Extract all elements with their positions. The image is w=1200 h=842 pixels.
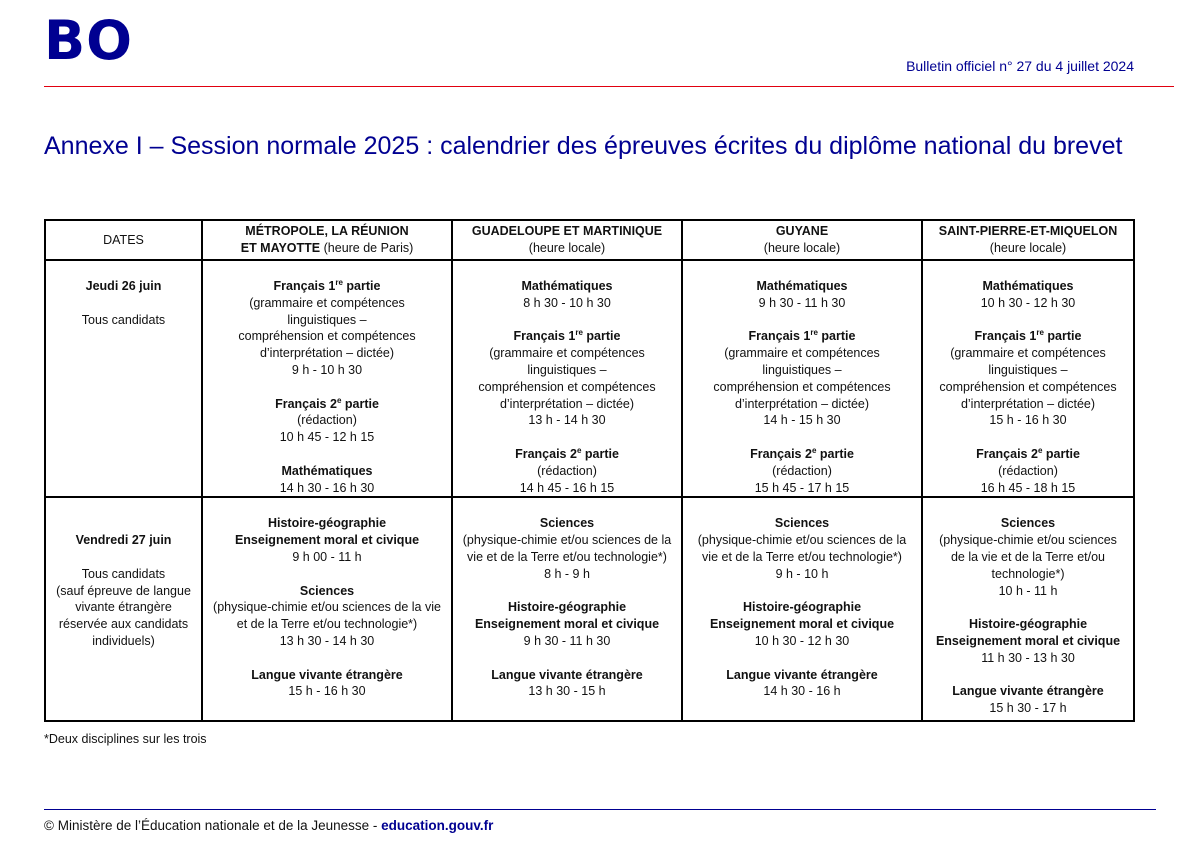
exam-time: 14 h - 15 h 30 <box>763 413 841 428</box>
exam-time: 14 h 45 - 16 h 15 <box>519 480 615 495</box>
exam-detail: d’interprétation – dictée) <box>259 346 395 361</box>
exam-detail: (rédaction) <box>772 463 832 478</box>
exam-time: 10 h - 11 h <box>998 583 1058 598</box>
exam-time: 16 h 45 - 18 h 15 <box>980 480 1076 495</box>
exam-detail: (physique-chimie et/ou sciences <box>939 533 1117 548</box>
exam-title: Sciences <box>1000 516 1056 531</box>
exam-title: Français 2e partie <box>275 395 379 411</box>
exam-time: 15 h 45 - 17 h 15 <box>754 480 850 495</box>
header-metropole-timezone: (heure de Paris) <box>320 241 414 255</box>
exam-title: Histoire-géographie <box>742 600 862 615</box>
exam-detail: vie et de la Terre et/ou technologie*) <box>702 549 902 564</box>
exam-detail: (physique-chimie et/ou sciences de la <box>697 533 907 548</box>
day2-metropole-cell <box>202 497 452 721</box>
exam-title: Mathématiques <box>982 279 1074 293</box>
day1-guyane-cell <box>682 260 922 497</box>
exam-time: 10 h 30 - 12 h 30 <box>754 633 850 648</box>
exam-title: Mathématiques <box>521 279 613 293</box>
header-guyane-line1: GUYANE <box>775 224 829 239</box>
exam-title: Français 1re partie <box>974 328 1082 344</box>
exam-title: Langue vivante étrangère <box>251 667 403 682</box>
exam-title: Français 1re partie <box>748 328 856 344</box>
exam-title: Histoire-géographie <box>507 600 627 615</box>
exam-title: Sciences <box>774 516 830 531</box>
exam-detail: linguistiques – <box>527 362 607 377</box>
exam-time: 9 h 00 - 11 h <box>292 549 362 564</box>
header-spm-line1: SAINT-PIERRE-ET-MIQUELON <box>938 224 1118 239</box>
exam-detail: (rédaction) <box>537 463 597 478</box>
exam-title: Enseignement moral et civique <box>474 617 660 632</box>
exam-detail: d’interprétation – dictée) <box>734 396 870 411</box>
bulletin-reference: Bulletin officiel n° 27 du 4 juillet 2024 <box>906 58 1134 74</box>
exam-time: 10 h 30 - 12 h 30 <box>980 295 1076 310</box>
header-guyane-timezone: (heure locale) <box>763 241 841 255</box>
exam-calendar-table <box>44 219 1135 722</box>
table-header-row <box>45 220 1134 260</box>
exam-time: 8 h - 9 h <box>544 566 590 581</box>
header-spm <box>922 220 1134 260</box>
exam-time: 10 h 45 - 12 h 15 <box>279 430 375 445</box>
exam-time: 13 h - 14 h 30 <box>528 413 606 428</box>
header-guyane <box>682 220 922 260</box>
exam-detail: (grammaire et compétences <box>724 346 880 361</box>
exam-detail: linguistiques – <box>762 362 842 377</box>
header-metropole-line1: MÉTROPOLE, LA RÉUNION <box>245 224 409 239</box>
exam-time: 9 h 30 - 11 h 30 <box>523 633 611 648</box>
exam-detail: de la vie et de la Terre et/ou <box>950 549 1106 564</box>
exam-time: 13 h 30 - 14 h 30 <box>279 633 375 648</box>
exam-time: 8 h 30 - 10 h 30 <box>523 295 611 310</box>
table-row-day2 <box>45 497 1134 721</box>
footer <box>44 818 493 833</box>
exam-title: Français 2e partie <box>515 445 619 461</box>
exam-detail: d’interprétation – dictée) <box>499 396 635 411</box>
exam-detail: vie et de la Terre et/ou technologie*) <box>467 549 667 564</box>
exam-time: 15 h - 16 h 30 <box>989 413 1067 428</box>
footer-divider <box>44 809 1156 810</box>
exam-detail: technologie*) <box>991 566 1065 581</box>
exam-title: Français 1re partie <box>513 328 621 344</box>
day2-spm-cell <box>922 497 1134 721</box>
exam-title: Mathématiques <box>281 463 373 478</box>
exam-title: Enseignement moral et civique <box>234 533 420 548</box>
exam-title: Français 2e partie <box>750 445 854 461</box>
day1-date-cell <box>45 260 202 497</box>
day1-guadeloupe-cell <box>452 260 682 497</box>
exam-detail: compréhension et compétences <box>478 379 656 394</box>
exam-detail: (grammaire et compétences <box>489 346 645 361</box>
exam-title: Langue vivante étrangère <box>491 667 643 682</box>
exam-title: Sciences <box>299 583 355 598</box>
exam-detail: d’interprétation – dictée) <box>960 396 1096 411</box>
day1-metropole-cell <box>202 260 452 497</box>
exam-title: Sciences <box>539 516 595 531</box>
exam-detail: (grammaire et compétences <box>950 346 1106 361</box>
exam-time: 9 h - 10 h 30 <box>291 362 363 377</box>
day1-candidates: Tous candidats <box>81 312 166 327</box>
exam-title: Français 1re partie <box>273 277 381 293</box>
exam-detail: compréhension et compétences <box>939 379 1117 394</box>
exam-time: 15 h 30 - 17 h <box>989 701 1067 716</box>
footer-link[interactable]: education.gouv.fr <box>381 818 494 833</box>
exam-detail: (physique-chimie et/ou sciences de la <box>462 533 672 548</box>
day2-date-cell <box>45 497 202 721</box>
exam-detail: et de la Terre et/ou technologie*) <box>236 617 418 632</box>
day2-guyane-cell <box>682 497 922 721</box>
exam-time: 15 h - 16 h 30 <box>288 684 366 699</box>
exam-detail: compréhension et compétences <box>238 329 416 344</box>
exam-title: Histoire-géographie <box>968 617 1088 632</box>
bo-logo: BO <box>44 9 134 72</box>
header-metropole <box>202 220 452 260</box>
header-dates: DATES <box>45 220 202 260</box>
day1-date: Jeudi 26 juin <box>85 279 162 293</box>
day2-guadeloupe-cell <box>452 497 682 721</box>
exam-time: 11 h 30 - 13 h 30 <box>981 650 1075 665</box>
exam-time: 14 h 30 - 16 h 30 <box>279 480 375 495</box>
exam-detail: compréhension et compétences <box>713 379 891 394</box>
header-spm-timezone: (heure locale) <box>989 241 1067 255</box>
exam-title: Enseignement moral et civique <box>709 617 895 632</box>
exam-detail: (rédaction) <box>998 463 1058 478</box>
day1-spm-cell <box>922 260 1134 497</box>
exam-detail: linguistiques – <box>287 312 367 327</box>
exam-detail: (grammaire et compétences <box>249 295 405 310</box>
footer-copyright: © Ministère de l’Éducation nationale et de la Jeunesse - <box>44 818 382 833</box>
header-guadeloupe-timezone: (heure locale) <box>528 241 606 255</box>
exam-title: Français 2e partie <box>976 445 1080 461</box>
exam-title: Mathématiques <box>756 279 848 293</box>
day2-date: Vendredi 27 juin <box>75 533 172 548</box>
exam-detail: (physique-chimie et/ou sciences de la vie <box>213 600 441 615</box>
exam-title: Histoire-géographie <box>267 516 387 531</box>
exam-time: 13 h 30 - 15 h <box>528 684 606 699</box>
header-divider <box>44 86 1174 87</box>
exam-time: 14 h 30 - 16 h <box>763 684 841 699</box>
header-metropole-line2: ET MAYOTTE <box>240 241 321 255</box>
exam-detail: linguistiques – <box>988 362 1068 377</box>
day2-candidates: Tous candidats (sauf épreuve de langue vivante étrangère réservée aux candidats individuels) <box>56 566 191 648</box>
exam-time: 9 h 30 - 11 h 30 <box>758 295 846 310</box>
exam-time: 9 h - 10 h <box>775 566 829 581</box>
exam-detail: (rédaction) <box>297 413 357 428</box>
header-guadeloupe <box>452 220 682 260</box>
footnote: *Deux disciplines sur les trois <box>44 732 207 746</box>
table-row-day1 <box>45 260 1134 497</box>
page-title: Annexe I – Session normale 2025 : calendrier des épreuves écrites du diplôme national du brevet <box>44 132 1123 160</box>
exam-title: Langue vivante étrangère <box>726 667 878 682</box>
exam-title: Langue vivante étrangère <box>952 684 1104 699</box>
exam-title: Enseignement moral et civique <box>935 633 1121 648</box>
header-guadeloupe-line1: GUADELOUPE ET MARTINIQUE <box>471 224 663 239</box>
